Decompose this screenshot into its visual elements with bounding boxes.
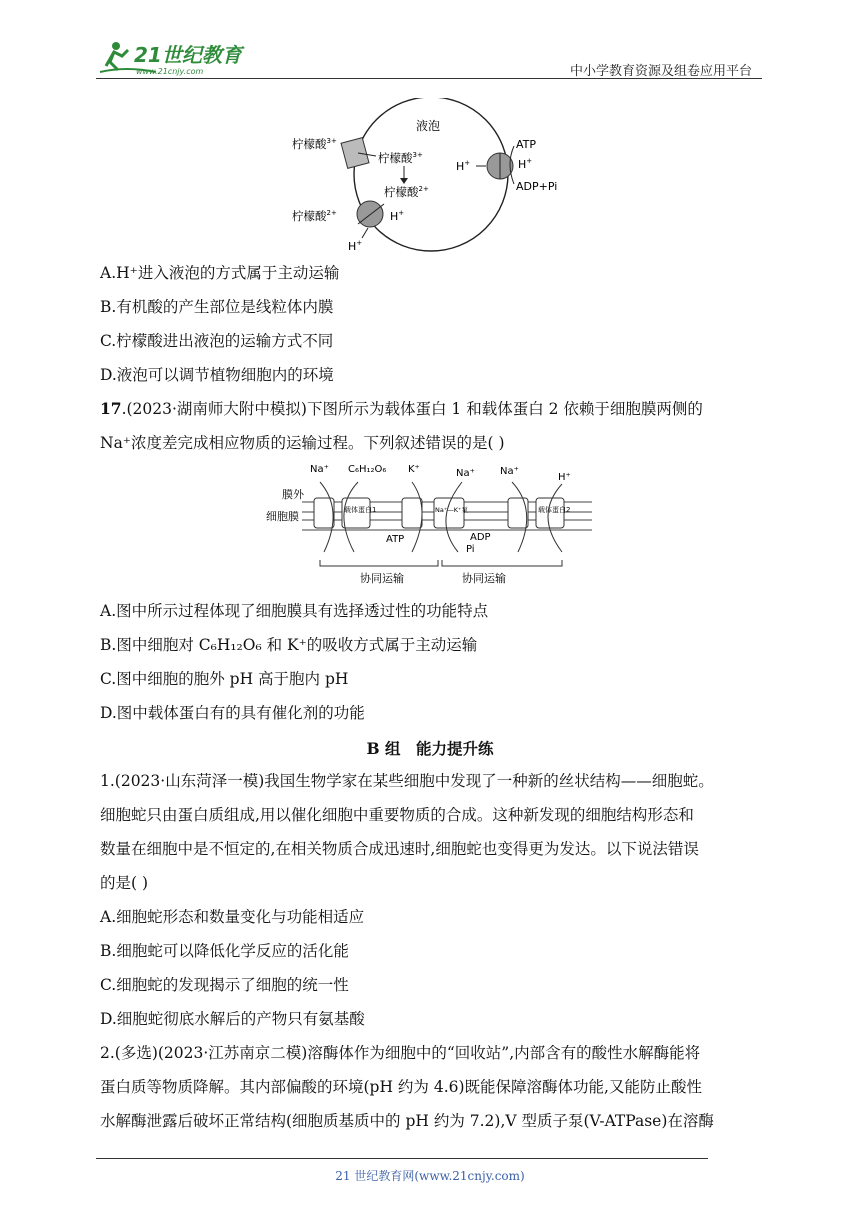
na-label-1: Na⁺ [310, 464, 329, 475]
q16-option-c: C.柠檬酸进出液泡的运输方式不同 [100, 332, 334, 350]
channel-2 [402, 498, 422, 528]
k-label: K⁺ [408, 464, 420, 475]
b1-line-2: 细胞蛇只由蛋白质组成,用以催化细胞中重要物质的合成。这种新发现的细胞结构形态和 [100, 806, 694, 824]
na-label-2: Na⁺ [456, 468, 475, 479]
pi-label: Pi [466, 544, 475, 555]
q17-option-c: C.图中细胞的胞外 pH 高于胞内 pH [100, 670, 349, 688]
svg-text:Na⁺—K⁺泵: Na⁺—K⁺泵 [435, 506, 468, 514]
b2-line-2: 蛋白质等物质降解。其内部偏酸的环境(pH 约为 4.6)既能保障溶酶体功能,又能防止酸性 [100, 1078, 702, 1096]
logo-text: 21世纪教育 [134, 43, 242, 67]
site-logo [96, 36, 256, 80]
b1-option-a: A.细胞蛇形态和数量变化与功能相适应 [100, 908, 365, 926]
h-inside-label: H+ [390, 209, 405, 223]
adp-pi-label: ADP+Pi [516, 180, 558, 193]
vacuole-label: 液泡 [416, 119, 441, 133]
q16-option-b: B.有机酸的产生部位是线粒体内膜 [100, 298, 334, 316]
h-pump-out: H+ [456, 159, 471, 173]
q17-stem-line1: 17.(2023·湖南师大附中模拟)下图所示为载体蛋白 1 和载体蛋白 2 依赖于细胞膜两侧的 [100, 399, 703, 418]
q17-option-b: B.图中细胞对 C₆H₁₂O₆ 和 K⁺的吸收方式属于主动运输 [100, 636, 478, 654]
q17-option-a: A.图中所示过程体现了细胞膜具有选择透过性的功能特点 [100, 602, 489, 620]
h-label: H⁺ [558, 472, 571, 483]
membrane-transport-diagram [262, 460, 602, 590]
outside-label: 膜外 [282, 488, 304, 501]
antiporter-protein [357, 201, 383, 227]
cotransport-label-2: 协同运输 [462, 572, 506, 585]
glucose-label: C₆H₁₂O₆ [348, 464, 387, 475]
footer-divider [96, 1158, 708, 1159]
channel-3 [508, 498, 528, 528]
citrate2-outside: 柠檬酸$^{2+}$ [292, 209, 337, 223]
q16-option-a: A.H⁺进入液泡的方式属于主动运输 [100, 264, 340, 282]
cotransport-label-1: 协同运输 [360, 572, 404, 585]
b1-option-d: D.细胞蛇彻底水解后的产物只有氨基酸 [100, 1010, 365, 1028]
footer-link[interactable]: 21 世纪教育网(www.21cnjy.com) [335, 1169, 525, 1183]
b2-line-1: 2.(多选)(2023·江苏南京二模)溶酶体作为细胞中的“回收站”,内部含有的酸性水解酶能将 [100, 1044, 701, 1062]
atp-label-2: ATP [386, 534, 405, 545]
b1-option-c: C.细胞蛇的发现揭示了细胞的统一性 [100, 976, 349, 994]
b2-line-3: 水解酶泄露后破坏正常结构(细胞质基质中的 pH 约为 7.2),V 型质子泵(V-ATPase)在溶酶 [100, 1112, 714, 1130]
header-platform-text: 中小学教育资源及组卷应用平台 [570, 64, 753, 79]
h-outside-label: H+ [348, 239, 363, 253]
atp-label: ATP [516, 138, 537, 151]
citrate3-outside: 柠檬酸$^{3+}$ [292, 137, 337, 151]
membrane-label: 细胞膜 [266, 510, 299, 523]
header-divider [96, 78, 762, 79]
q17-option-d: D.图中载体蛋白有的具有催化剂的功能 [100, 704, 365, 722]
adp-label: ADP [470, 532, 491, 543]
section-b-title: B 组 能力提升练 [366, 739, 494, 758]
na-label-3: Na⁺ [500, 466, 519, 477]
citrate3-inside: 柠檬酸$^{3+}$ [378, 151, 423, 165]
q16-option-d: D.液泡可以调节植物细胞内的环境 [100, 366, 334, 384]
b1-option-b: B.细胞蛇可以降低化学反应的活化能 [100, 942, 349, 960]
svg-text:载体蛋白1: 载体蛋白1 [344, 506, 377, 514]
b1-line-1: 1.(2023·山东菏泽一模)我国生物学家在某些细胞中发现了一种新的丝状结构——细胞蛇。 [100, 772, 714, 790]
citrate2-inside: 柠檬酸$^{2+}$ [384, 185, 429, 199]
vacuole-diagram [280, 98, 600, 258]
b1-line-3: 数量在细胞中是不恒定的,在相关物质合成迅速时,细胞蛇也变得更为发达。以下说法错误 [100, 840, 699, 858]
q17-stem-line2: Na⁺浓度差完成相应物质的运输过程。下列叙述错误的是( ) [100, 434, 505, 452]
logo-sub: www.21cnjy.com [136, 67, 204, 76]
q17-number: 17 [100, 399, 122, 418]
svg-text:载体蛋白2: 载体蛋白2 [538, 506, 571, 514]
h-pump-in: H+ [518, 157, 533, 171]
citrate-transporter [341, 138, 369, 169]
b1-line-4: 的是( ) [100, 874, 149, 892]
